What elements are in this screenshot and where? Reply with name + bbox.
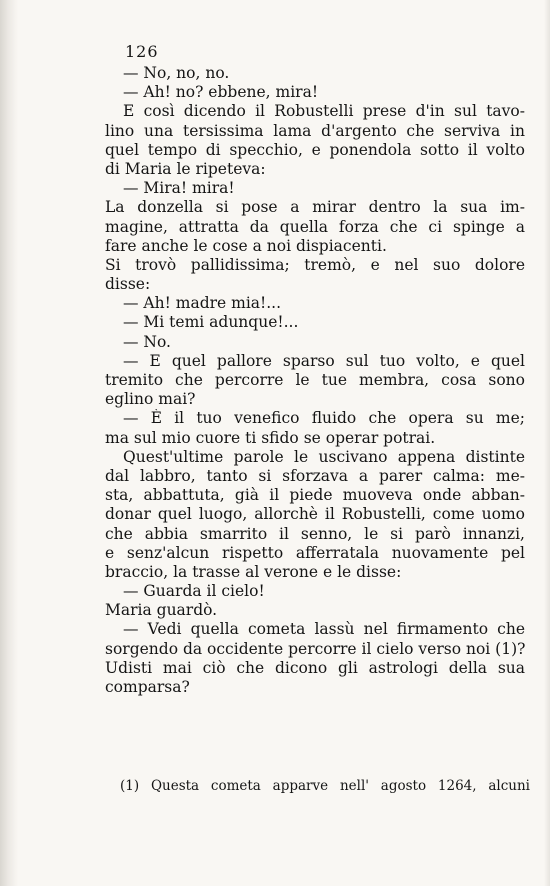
text-line: quel tempo di specchio, e ponendola sotto il volto <box>105 140 525 159</box>
page-number: 126 <box>125 42 159 61</box>
text-line: Quest'ultime parole le uscivano appena distinte <box>123 447 525 466</box>
text-line: magine, attratta da quella forza che ci spinge a <box>105 217 525 236</box>
text-line: — Mi temi adunque!... <box>123 313 299 332</box>
text-line: tremito che percorre le tue membra, cosa sono <box>105 371 525 389</box>
text-line: comparsa? <box>105 678 190 696</box>
text-line: ma sul mio cuore ti sfido se operar potrai. <box>105 428 436 447</box>
text-line: — Ah! no? ebbene, mira! <box>123 83 319 102</box>
text-line: fare anche le cose a noi dispiacenti. <box>105 236 387 255</box>
footnote-text: (1) Questa cometa apparve nell' agosto 1264, alcuni <box>120 778 530 794</box>
text-line: — E quel pallore sparso sul tuo volto, e quel <box>123 351 525 370</box>
footnote-area <box>120 777 530 795</box>
text-line: — No, no, no. <box>123 64 230 82</box>
text-line: lino una tersissima lama d'argento che serviva in <box>105 121 525 140</box>
text-line: — Ah! madre mia!... <box>123 294 282 313</box>
text-line: braccio, la trasse al verone e le disse: <box>105 562 402 581</box>
text-line: sta, abbattuta, già il piede muoveva onde abban- <box>105 486 525 505</box>
text-line: La donzella si pose a mirar dentro la sua im- <box>105 198 525 217</box>
text-line: — Guarda il cielo! <box>123 582 265 601</box>
text-line: e senz'alcun rispetto afferratala nuovamente pel <box>105 543 525 562</box>
page-text-block <box>105 42 525 697</box>
text-line: sorgendo da occidente percorre il cielo verso noi (1)? <box>105 639 525 658</box>
text-line: Udisti mai ciò che dicono gli astrologi della sua <box>105 658 525 677</box>
text-line: E così dicendo il Robustelli prese d'in sul tavo- <box>123 102 525 121</box>
text-line: donar quel luogo, allorchè il Robustelli, come uomo <box>105 505 525 524</box>
text-line: di Maria le ripeteva: <box>105 159 266 178</box>
text-line: disse: <box>105 275 151 294</box>
text-line: Si trovò pallidissima; tremò, e nel suo dolore <box>105 255 525 274</box>
page-edge <box>544 0 550 886</box>
page-gutter-shadow <box>0 0 18 886</box>
text-line: Maria guardò. <box>105 601 218 620</box>
text-line: che abbia smarrito il senno, le si parò innanzi, <box>105 524 525 543</box>
body-text <box>105 64 525 697</box>
text-line: eglino mai? <box>105 390 196 409</box>
text-line: — Vedi quella cometa lassù nel firmamento che <box>123 620 525 639</box>
text-line: — È il tuo venefico fluido che opera su me; <box>123 409 525 428</box>
text-line: — Mira! mira! <box>123 179 235 198</box>
text-line: dal labbro, tanto si sforzava a parer calma: me- <box>105 466 525 485</box>
text-line: — No. <box>123 332 171 351</box>
